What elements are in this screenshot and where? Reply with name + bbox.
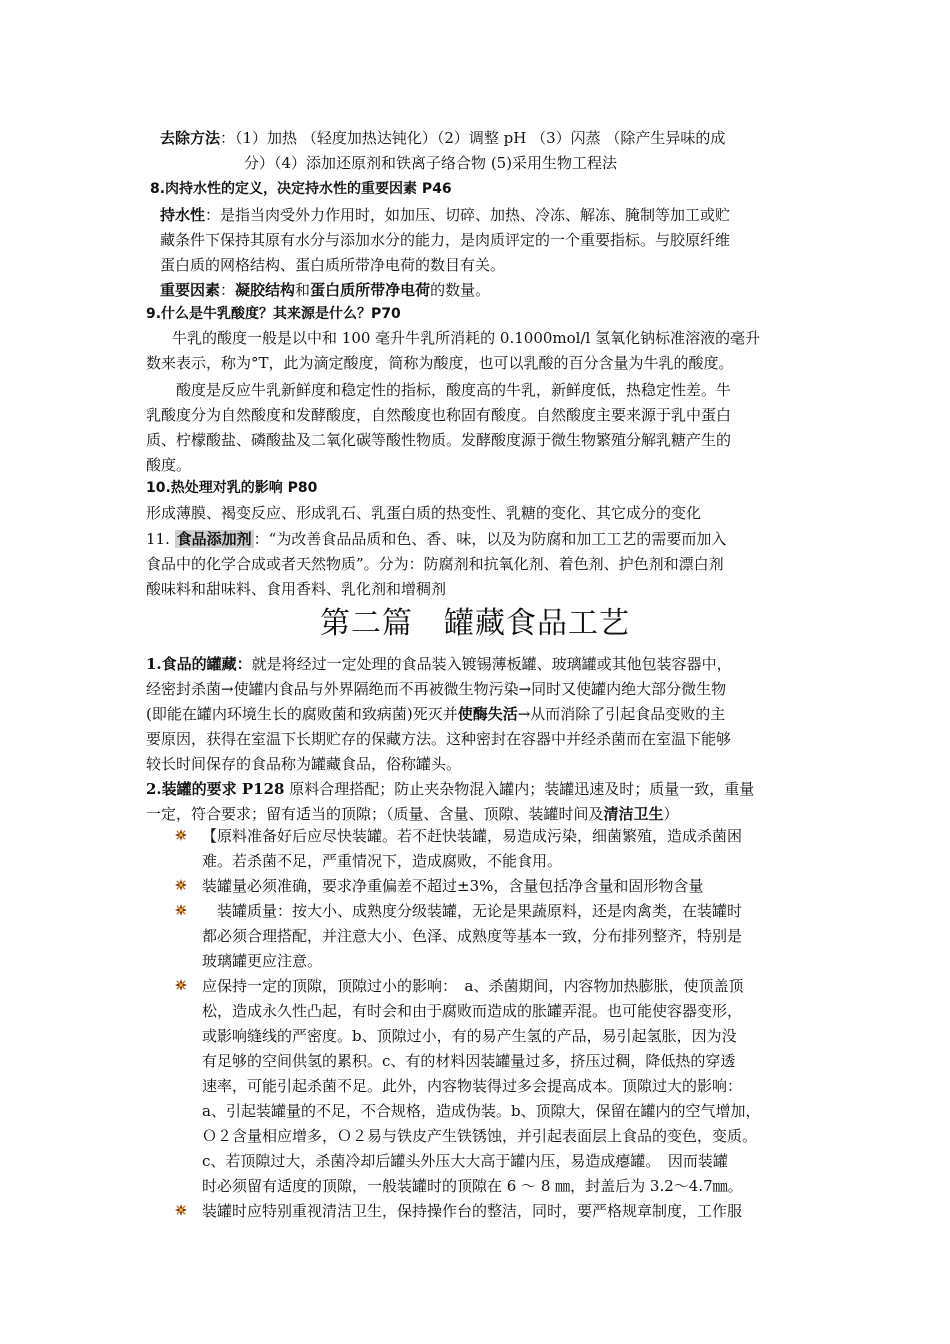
removal-methods-label: 去除方法: [160, 129, 221, 147]
q11-line3: 酸味料和甜味料、食用香料、乳化剂和增稠剂: [146, 580, 447, 598]
q10-title: 10.热处理对乳的影响 P80: [146, 480, 318, 496]
q9-p2-line3: 质、柠檬酸盐、磷酸盐及二氧化碳等酸性物质。发酵酸度源于微生物繁殖分解乳糖产生的: [146, 431, 732, 449]
q9-p1-line1: 牛乳的酸度一般是以中和 100 毫升牛乳所消耗的 0.1000mol/l 氢氧化钠标准溶液的毫升: [172, 329, 761, 347]
s2-line2: 一定，符合要求；留有适当的顶隙；（质量、含量、顶隙、装罐时间及清洁卫生）: [146, 805, 679, 823]
bullet4-line9: 时必须留有适度的顶隙，一般装罐时的顶隙在 6 ～ 8 ㎜，封盖后为 3.2～4.7㎜。: [202, 1177, 743, 1195]
bullet1-line2: 难。若杀菌不足，严重情况下，造成腐败，不能食用。: [202, 852, 563, 870]
q8-title: 8.肉持水性的定义，决定持水性的重要因素 P46: [150, 181, 452, 197]
q9-p2-line1: 酸度是反应牛乳新鲜度和稳定性的指标，酸度高的牛乳，新鲜度低，热稳定性差。牛: [176, 381, 732, 399]
q9-title: 9.什么是牛乳酸度？其来源是什么？P70: [146, 306, 401, 322]
s1-line4: 要原因，获得在室温下长期贮存的保藏方法。这种密封在容器中并经杀菌而在室温下能够: [146, 730, 732, 748]
bullet4-line4: 有足够的空间供氢的累积。c、有的材料因装罐量过多，挤压过稠，降低热的穿透: [202, 1052, 736, 1070]
star-bullet-icon: [175, 1204, 187, 1216]
removal-methods-line2: 分）（4）添加还原剂和铁离子络合物 (5)采用生物工程法: [244, 154, 618, 172]
q9-p2-line4: 酸度。: [146, 456, 192, 474]
bullet4-line8: c、若顶隙过大，杀菌冷却后罐头外压大大高于罐内压，易造成瘪罐。 因而装罐: [202, 1152, 728, 1170]
q11-line1: 11. 食品添加剂 ：“为改善食品品质和色、香、味，以及为防腐和加工工艺的需要而加入: [146, 530, 727, 548]
q8-factors: 重要因素：凝胶结构和蛋白质所带净电荷的数量。: [160, 281, 491, 299]
bullet5-line1: 装罐时应特别重视清洁卫生，保持操作台的整洁，同时，要严格规章制度，工作服: [202, 1202, 743, 1220]
q10-body: 形成薄膜、褐变反应、形成乳石、乳蛋白质的热变性、乳糖的变化、其它成分的变化: [146, 504, 702, 522]
q8-definition-line3: 蛋白质的网格结构、蛋白质所带净电荷的数目有关。: [160, 256, 506, 274]
bullet4-line7: Ｏ２含量相应增多，Ｏ２易与铁皮产生铁锈蚀，并引起表面层上食品的变色，变质。: [202, 1127, 758, 1145]
q9-p2-line2: 乳酸度分为自然酸度和发酵酸度，自然酸度也称固有酸度。自然酸度主要来源于乳中蛋白: [146, 406, 732, 424]
q8-definition-line1: 持水性：是指当肉受外力作用时，如加压、切碎、加热、冷冻、解冻、腌制等加工或贮: [160, 206, 731, 224]
bullet4-line1: 应保持一定的顶隙，顶隙过小的影响： a、杀菌期间，内容物加热膨胀，使顶盖顶: [202, 977, 744, 995]
bullet4-line6: a、引起装罐量的不足，不合规格，造成伪装。b、顶隙大，保留在罐内的空气增加，: [202, 1102, 761, 1120]
bullet4-line3: 或影响缝线的严密度。b、顶隙过小，有的易产生氢的产品，易引起氢胀，因为没: [202, 1027, 737, 1045]
bullet1-line1: 【原料准备好后应尽快装罐。若不赶快装罐，易造成污染，细菌繁殖，造成杀菌困: [202, 827, 743, 845]
s1-line2: 经密封杀菌→使罐内食品与外界隔绝而不再被微生物污染→同时又使罐内绝大部分微生物: [146, 680, 727, 698]
star-bullet-icon: [175, 879, 187, 891]
bullet4-line2: 松，造成永久性凸起，有时会和由于腐败而造成的胀罐弄混。也可能使容器变形，: [202, 1002, 743, 1020]
bullet3-line3: 玻璃罐更应注意。: [202, 952, 323, 970]
s1-line3: (即能在罐内环境生长的腐败菌和致病菌)死灭并使酶失活→从而消除了引起食品变败的主: [146, 705, 726, 723]
q9-p1-line2: 数来表示，称为°T，此为滴定酸度，简称为酸度，也可以乳酸的百分含量为牛乳的酸度。: [146, 354, 734, 372]
q8-definition-line2: 藏条件下保持其原有水分与添加水分的能力，是肉质评定的一个重要指标。与胶原纤维: [160, 231, 731, 249]
bullet3-line1: 装罐质量：按大小、成熟度分级装罐，无论是果蔬原料，还是肉禽类，在装罐时: [202, 902, 743, 920]
bullet3-line2: 都必须合理搭配，并注意大小、色泽、成熟度等基本一致，分布排列整齐，特别是: [202, 927, 743, 945]
bullet2-line1: 装罐量必须准确，要求净重偏差不超过±3%，含量包括净含量和固形物含量: [202, 877, 704, 895]
section-heading: 第二篇 罐藏食品工艺: [320, 606, 630, 641]
q11-line2: 食品中的化学合成或者天然物质”。分为：防腐剂和抗氧化剂、着色剂、护色剂和漂白剂: [146, 555, 724, 573]
s2-line1: 2.装罐的要求 P128 原料合理搭配；防止夹杂物混入罐内；装罐迅速及时；质量一致，重量: [146, 780, 755, 798]
star-bullet-icon: [175, 979, 187, 991]
s1-line1: 1.食品的罐藏：就是将经过一定处理的食品装入镀锡薄板罐、玻璃罐或其他包装容器中，: [146, 655, 732, 673]
bullet4-line5: 速率，可能引起杀菌不足。此外，内容物装得过多会提高成本。顶隙过大的影响：: [202, 1077, 743, 1095]
food-additive-highlight: 食品添加剂: [176, 530, 252, 548]
star-bullet-icon: [175, 829, 187, 841]
s1-line5: 较长时间保存的食品称为罐藏食品，俗称罐头。: [146, 755, 462, 773]
star-bullet-icon: [175, 904, 187, 916]
removal-methods-line: 去除方法：（1）加热 （轻度加热达钝化）（2）调整 pH （3）闪蒸 （除产生异味的成: [160, 129, 726, 147]
